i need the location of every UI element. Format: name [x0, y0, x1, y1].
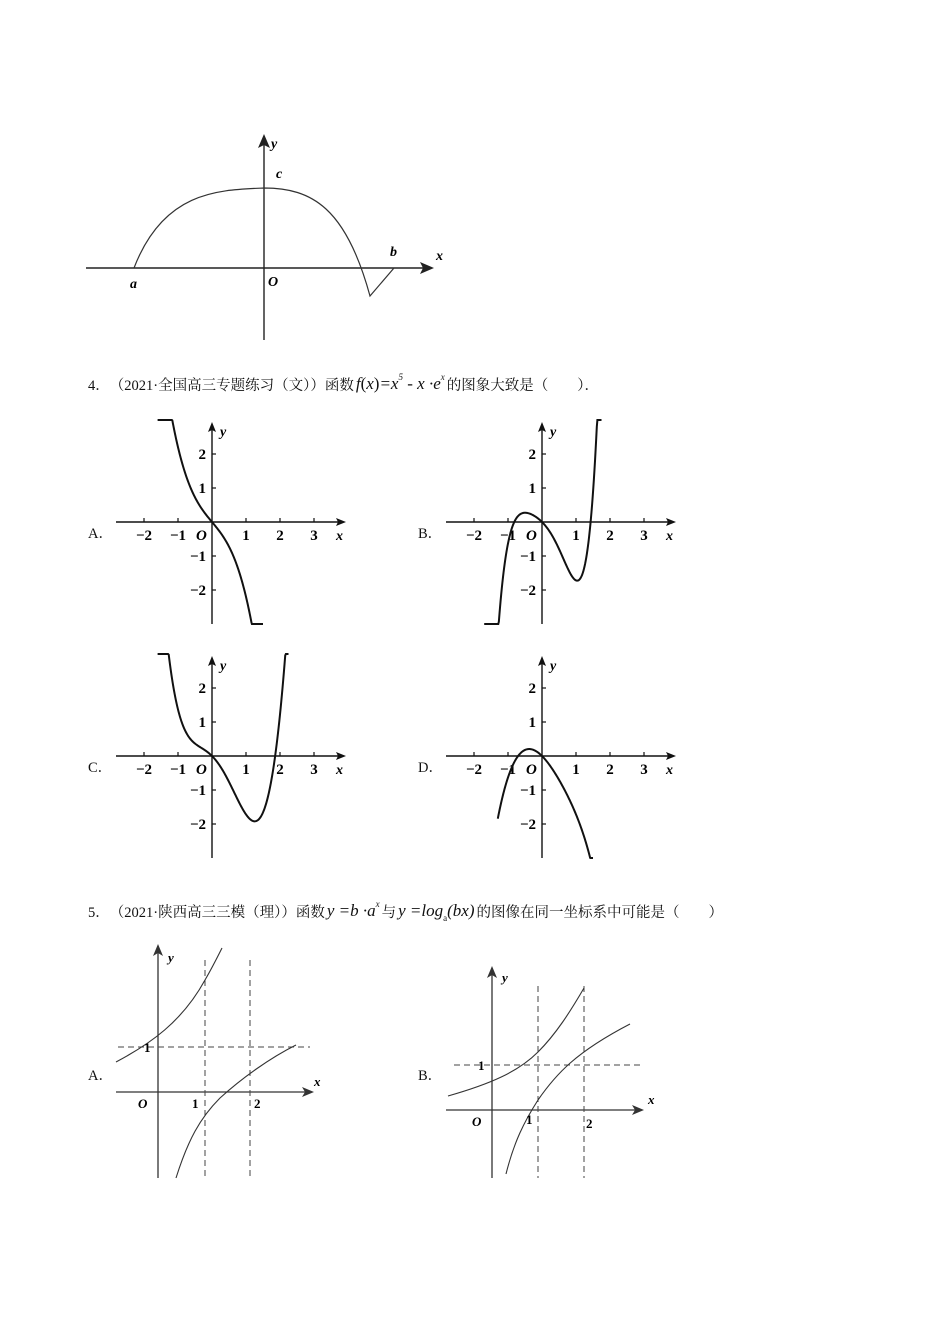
y-tick-label: −1 — [519, 783, 536, 799]
y-tick-label: −2 — [189, 817, 206, 833]
formula-logarithm: $y =\log_a(bx)$ — [398, 901, 475, 923]
exponential-curve — [448, 988, 584, 1096]
label-c: c — [276, 167, 283, 182]
label-x: x — [648, 1092, 655, 1107]
question-source: （2021·陕西高三三模（理））函数 — [109, 904, 325, 921]
label-x: x — [314, 1074, 321, 1089]
label-x: x — [436, 249, 443, 264]
question-tail: 的图像在同一坐标系中可能是（ ） — [476, 904, 723, 921]
y-tick-label: −1 — [189, 549, 206, 565]
logarithm-curve — [176, 1045, 296, 1178]
x-axis-label: x — [666, 529, 673, 544]
question-tail: 的图象大致是（ ）． — [446, 377, 599, 394]
y-tick-label: 1 — [528, 481, 536, 497]
label-origin: O — [472, 1114, 482, 1129]
q5-graph-b — [440, 960, 670, 1180]
x-tick-label: 3 — [640, 762, 648, 778]
conjunction: 与 — [381, 904, 397, 921]
x-tick-label: 3 — [640, 528, 648, 544]
y-tick-label: 1 — [198, 715, 206, 731]
label-a: a — [130, 277, 137, 292]
x-tick-label: −2 — [465, 762, 483, 778]
x-tick-label: 3 — [310, 528, 318, 544]
q4-graph-b — [440, 418, 690, 628]
label-origin: O — [138, 1096, 148, 1111]
x-tick-label: 1 — [242, 528, 250, 544]
option-label-a: A． — [88, 526, 113, 542]
formula-exponential: $y =b \cdot a^x$ — [326, 899, 380, 920]
q5-option-label-b: B． — [418, 1068, 443, 1084]
y-axis-label: y — [550, 425, 557, 440]
exponential-curve — [116, 948, 222, 1062]
q4-graph-d — [440, 652, 690, 862]
q4-graph-a — [110, 418, 360, 628]
formula: $f(x)=x^5 - x \cdot e^x$ — [355, 372, 445, 393]
x-axis-label: x — [336, 529, 343, 544]
y-tick-label: −2 — [519, 817, 536, 833]
y-axis-label: y — [220, 659, 227, 674]
y-tick-label: 1 — [528, 715, 536, 731]
option-label-d: D． — [418, 760, 443, 776]
tick-y-1: 1 — [144, 1040, 151, 1055]
x-axis-label: x — [666, 763, 673, 778]
label-origin: O — [268, 275, 279, 290]
x-axis-label: x — [336, 763, 343, 778]
y-axis-label: y — [220, 425, 227, 440]
x-tick-label: 3 — [310, 762, 318, 778]
origin-label: O — [526, 762, 537, 778]
top-function-graph — [80, 128, 460, 343]
x-tick-label: 2 — [276, 762, 284, 778]
x-tick-label: −1 — [169, 762, 187, 778]
y-tick-label: −2 — [519, 583, 536, 599]
x-tick-label: −2 — [135, 528, 153, 544]
label-y: y — [271, 137, 278, 152]
option-label-c: C． — [88, 760, 113, 776]
q5-option-label-a: A． — [88, 1068, 113, 1084]
y-tick-label: 1 — [198, 481, 206, 497]
y-tick-label: 2 — [198, 447, 206, 463]
y-tick-label: −2 — [189, 583, 206, 599]
tick-y-1: 1 — [478, 1058, 485, 1073]
tick-x-2: 2 — [586, 1116, 593, 1131]
q5-graph-a — [110, 940, 340, 1180]
x-tick-label: −2 — [465, 528, 483, 544]
x-tick-label: 2 — [276, 528, 284, 544]
question-number: 5． — [88, 904, 110, 921]
x-tick-label: −2 — [135, 762, 153, 778]
label-y: y — [502, 970, 508, 985]
x-tick-label: −1 — [499, 762, 517, 778]
label-b: b — [390, 245, 397, 260]
logarithm-curve — [506, 1024, 630, 1174]
x-tick-label: 1 — [572, 528, 580, 544]
question-5-stem — [88, 896, 723, 926]
y-tick-label: 2 — [528, 681, 536, 697]
q4-graph-c — [110, 652, 360, 862]
question-4-stem — [88, 370, 599, 398]
y-axis-label: y — [550, 659, 557, 674]
tick-x-1: 1 — [526, 1112, 533, 1127]
x-tick-label: 1 — [572, 762, 580, 778]
x-tick-label: 1 — [242, 762, 250, 778]
y-tick-label: −1 — [519, 549, 536, 565]
question-number: 4． — [88, 377, 110, 394]
tick-x-1: 1 — [192, 1096, 199, 1111]
origin-label: O — [526, 528, 537, 544]
y-tick-label: −1 — [189, 783, 206, 799]
question-source: （2021·全国高三专题练习（文））函数 — [109, 377, 354, 394]
x-tick-label: 2 — [606, 528, 614, 544]
function-curve — [158, 654, 289, 821]
option-label-b: B． — [418, 526, 443, 542]
label-y: y — [168, 950, 174, 965]
x-tick-label: −1 — [499, 528, 517, 544]
origin-label: O — [196, 528, 207, 544]
y-tick-label: 2 — [198, 681, 206, 697]
origin-label: O — [196, 762, 207, 778]
x-tick-label: −1 — [169, 528, 187, 544]
x-tick-label: 2 — [606, 762, 614, 778]
tick-x-2: 2 — [254, 1096, 261, 1111]
y-tick-label: 2 — [528, 447, 536, 463]
